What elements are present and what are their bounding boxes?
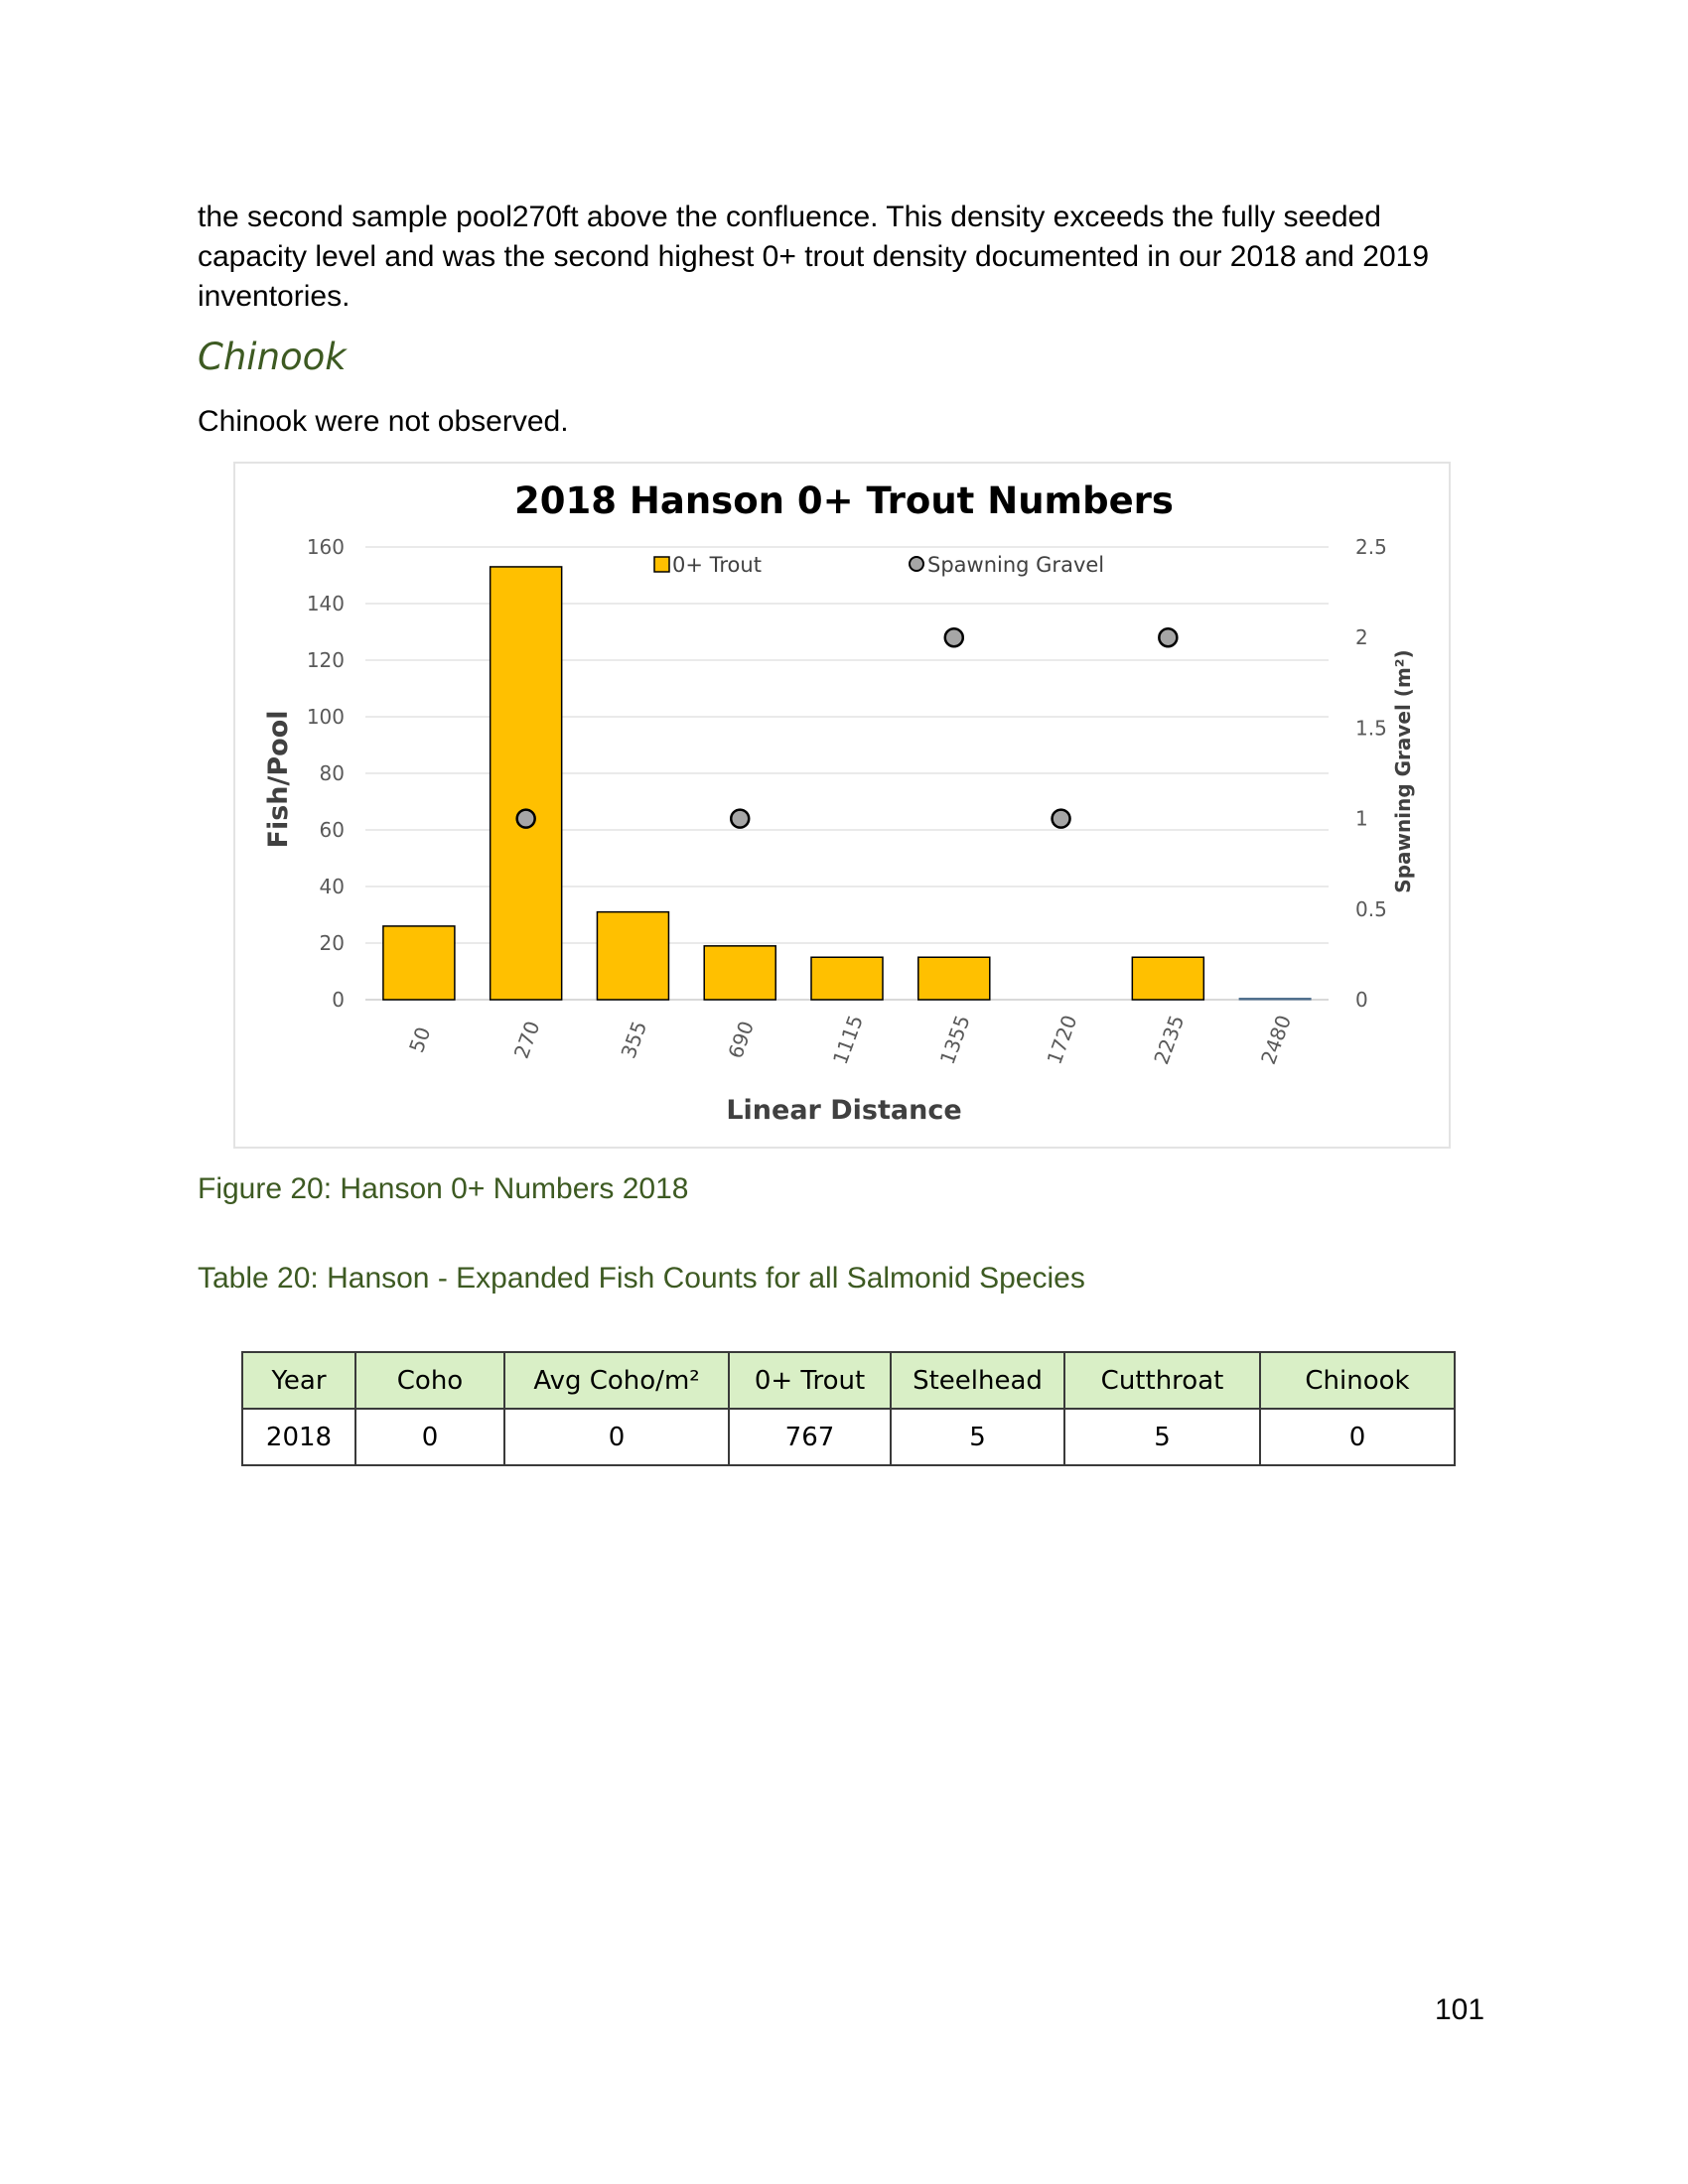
- bar: [811, 957, 883, 1000]
- table-row: [242, 1409, 1455, 1465]
- y2-tick-label: 2.5: [1355, 535, 1387, 559]
- bar: [1132, 957, 1203, 1000]
- x-tick-label: 270: [508, 1018, 545, 1062]
- body-paragraph: [198, 198, 1488, 317]
- y2-tick-label: 1.5: [1355, 716, 1387, 741]
- x-tick-label: 1355: [934, 1012, 975, 1068]
- chart-title: 2018 Hanson 0+ Trout Numbers: [514, 479, 1174, 522]
- y-tick-label: 100: [306, 705, 345, 729]
- fish-counts-table: [241, 1351, 1456, 1466]
- y2-tick-label: 0: [1355, 988, 1368, 1012]
- x-tick-label: 50: [404, 1024, 436, 1056]
- x-axis-title: Linear Distance: [726, 1095, 962, 1126]
- cell-cutthroat: 5: [1064, 1409, 1260, 1465]
- scatter-point: [1053, 810, 1070, 828]
- bar: [383, 926, 455, 1000]
- x-tick-label: 355: [616, 1018, 652, 1062]
- scatter-point: [517, 810, 535, 828]
- cell-year: 2018: [242, 1409, 355, 1465]
- bar: [704, 946, 775, 1000]
- y2-tick-label: 2: [1355, 625, 1368, 650]
- scatter-point: [945, 628, 963, 646]
- cell-steelhead: 5: [891, 1409, 1064, 1465]
- col-header-coho: Coho: [355, 1352, 504, 1409]
- x-tick-label: 1720: [1042, 1012, 1082, 1068]
- y2-tick-label: 0.5: [1355, 896, 1387, 921]
- y-tick-label: 20: [319, 931, 345, 955]
- chart-container: [233, 462, 1451, 1149]
- body-line-1: the second sample pool270ft above the confluence. This density exceeds the fully seeded: [198, 201, 1381, 233]
- y2-tick-label: 1: [1355, 806, 1368, 831]
- body-line-3: inventories.: [198, 280, 351, 313]
- scatter-point: [731, 810, 749, 828]
- legend-label-trout: 0+ Trout: [672, 553, 762, 577]
- y-tick-label: 40: [319, 875, 345, 898]
- y-tick-label: 160: [306, 535, 345, 559]
- figure-caption: Figure 20: Hanson 0+ Numbers 2018: [198, 1172, 689, 1205]
- y-tick-label: 80: [319, 761, 345, 785]
- x-tick-label: 2480: [1256, 1012, 1297, 1068]
- trout-numbers-chart: [235, 464, 1449, 1147]
- chinook-note: Chinook were not observed.: [198, 405, 569, 438]
- legend-label-spawning: Spawning Gravel: [927, 553, 1105, 577]
- bar: [918, 957, 990, 1000]
- y-tick-label: 60: [319, 818, 345, 842]
- col-header-avg-coho: Avg Coho/m²: [504, 1352, 729, 1409]
- bar: [491, 567, 562, 1000]
- x-tick-label: 690: [723, 1018, 759, 1062]
- y-tick-label: 0: [332, 988, 345, 1012]
- x-tick-label: 2235: [1149, 1012, 1190, 1068]
- col-header-trout: 0+ Trout: [729, 1352, 891, 1409]
- y2-axis-title: Spawning Gravel (m²): [1391, 649, 1415, 893]
- cell-coho: 0: [355, 1409, 504, 1465]
- y-tick-label: 140: [306, 592, 345, 615]
- x-tick-label: 1115: [827, 1012, 868, 1068]
- cell-trout: 767: [729, 1409, 891, 1465]
- cell-chinook: 0: [1260, 1409, 1455, 1465]
- table-caption: Table 20: Hanson - Expanded Fish Counts for all Salmonid Species: [198, 1262, 1085, 1295]
- table-header-row: [242, 1352, 1455, 1409]
- bar: [597, 912, 668, 1000]
- y-axis-title: Fish/Pool: [263, 710, 294, 849]
- col-header-cutthroat: Cutthroat: [1064, 1352, 1260, 1409]
- bar: [1239, 999, 1311, 1000]
- page-number: 101: [1435, 1993, 1485, 2026]
- col-header-chinook: Chinook: [1260, 1352, 1455, 1409]
- y-tick-label: 120: [306, 648, 345, 672]
- section-heading-chinook: Chinook: [198, 336, 347, 378]
- cell-avg-coho: 0: [504, 1409, 729, 1465]
- col-header-year: Year: [242, 1352, 355, 1409]
- legend-marker-spawning: [910, 557, 923, 571]
- body-line-2: capacity level and was the second highest 0+ trout density documented in our 2018 and 2019: [198, 240, 1430, 273]
- scatter-point: [1159, 628, 1177, 646]
- col-header-steelhead: Steelhead: [891, 1352, 1064, 1409]
- legend-swatch-trout: [654, 557, 669, 572]
